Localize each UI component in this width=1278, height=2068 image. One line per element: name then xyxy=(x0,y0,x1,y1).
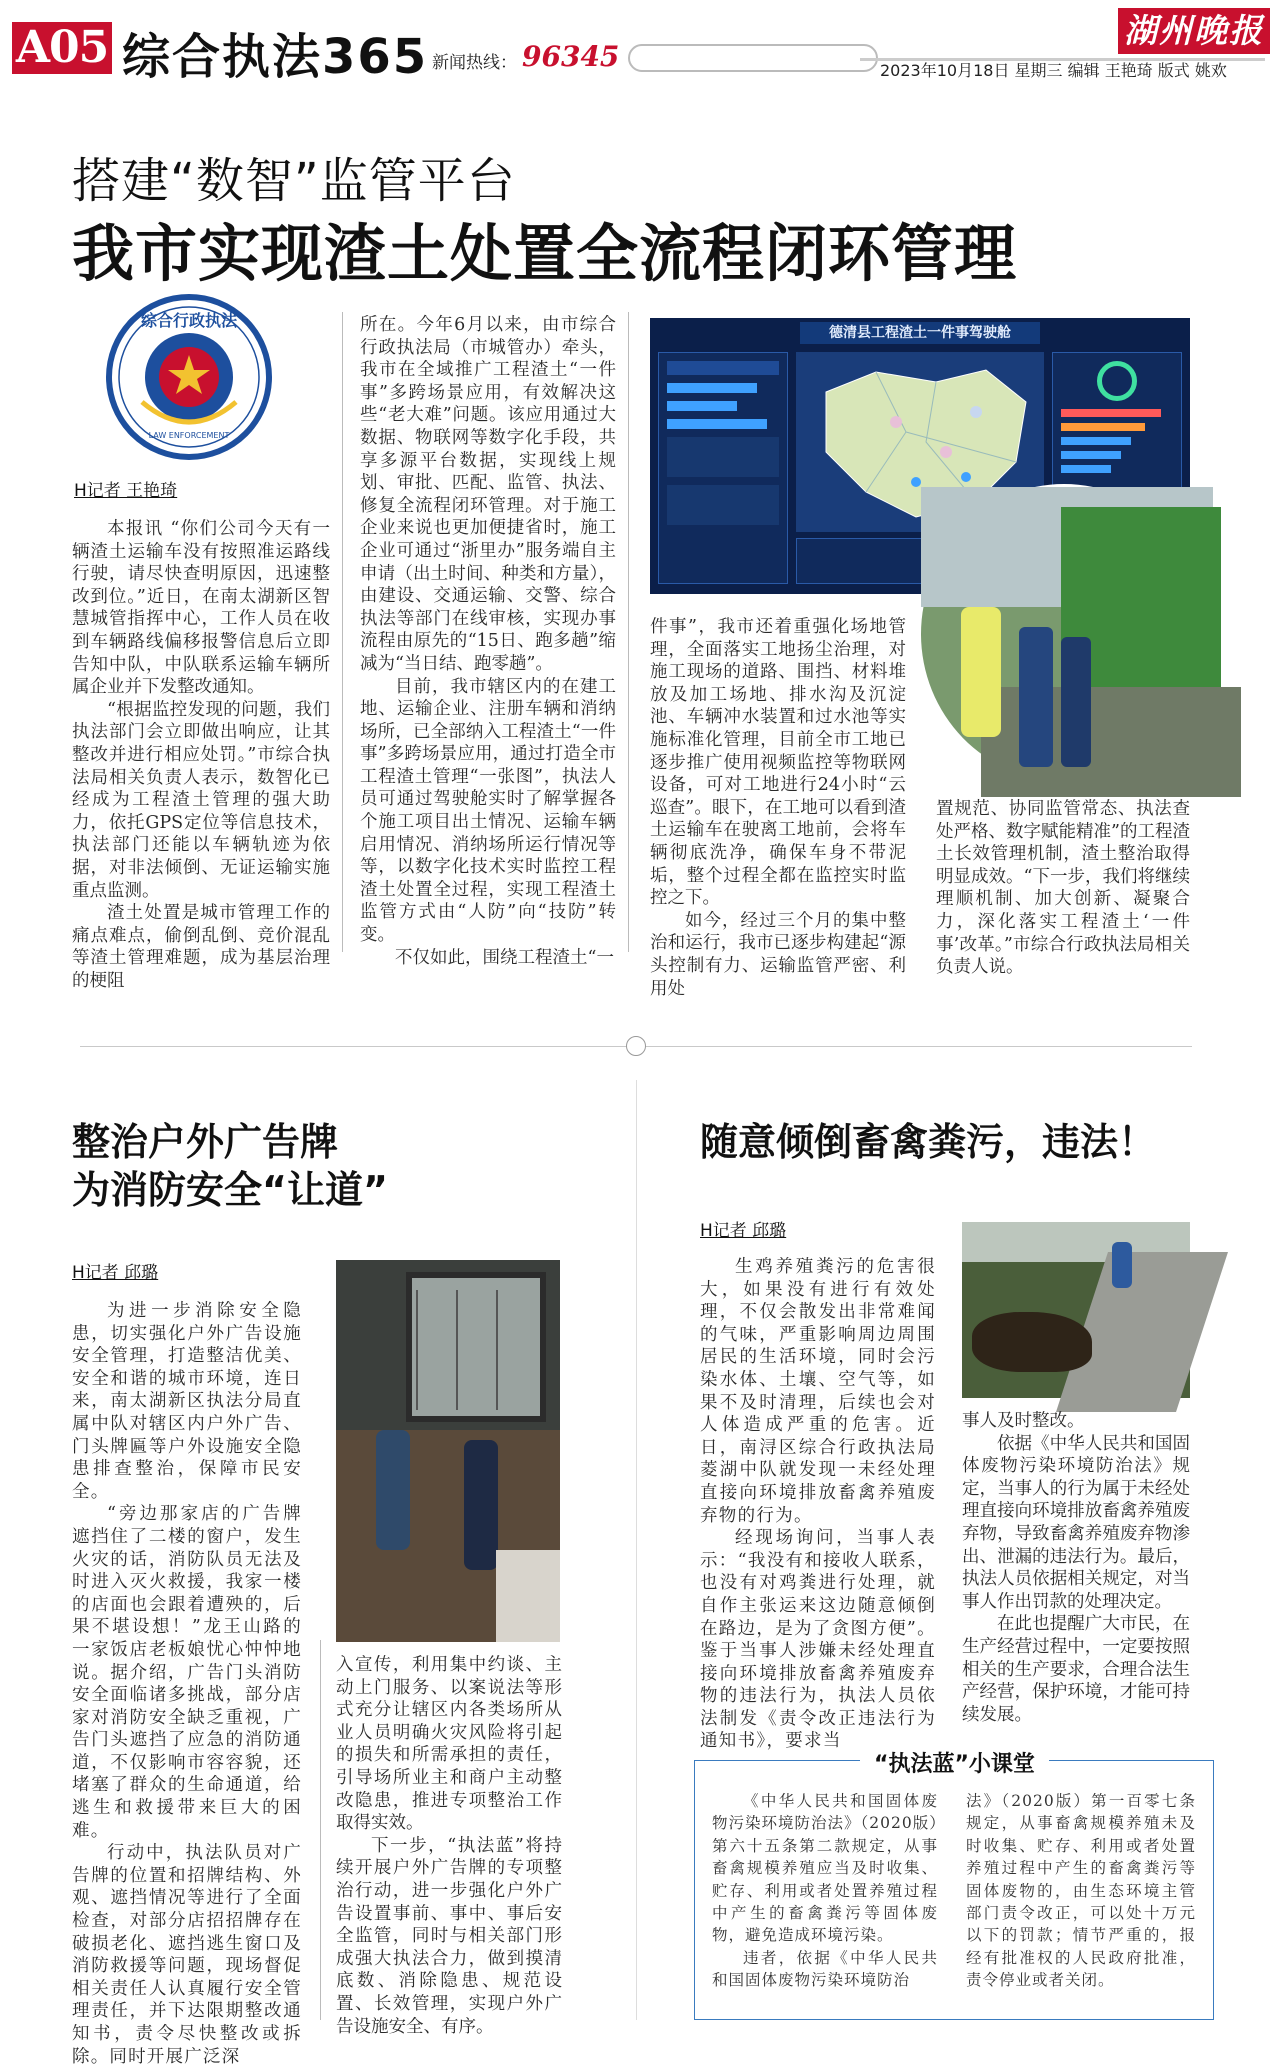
law-classroom-column-1 xyxy=(712,1790,938,1992)
law-classroom-column-2 xyxy=(966,1790,1196,1992)
article1-column-4 xyxy=(936,798,1190,979)
article3-col2-paragraph: 依据《中华人民共和国固体废物污染环境防治法》规定，当事人的行为属于未经处理直接向环境排放畜禽养殖废弃物，导致畜禽养殖废弃物渗出、泄漏的违法行为。最后，执法人员依据相关规定，对当事人作出罚款的处理决定。 xyxy=(962,1433,1190,1612)
article3-column-1 xyxy=(700,1256,936,1753)
manure-dumping-photo xyxy=(962,1222,1190,1398)
article1-col1-paragraph: 本报讯 “你们公司今天有一辆渣土运输车没有按照准运路线行驶，请尽快查明原因，迅速整改到位。”近日，在南太湖新区智慧城管指挥中心，工作人员在收到车辆路线偏移报警信息后立即告知中队，中队联系运输车辆所属企业并下发整改通知。 xyxy=(72,519,330,698)
article1-byline: H记者 王艳琦 xyxy=(74,481,178,501)
article2-col1-paragraph: “旁边那家店的广告牌遮挡住了二楼的窗户，发生火灾的话，消防队员无法及时进入灭火救援，我家一楼的店面也会跟着遭殃的，后果不堪设想！”龙王山路的一家饭店老板娘忧心忡忡地说。据介绍，广告门头消防安全面临诸多挑战，部分店家对消防安全缺乏重视，广告门头遮挡了应急的消防通道，不仅影响市容容貌，还堵塞了群众的生命通道，给逃生和救援带来巨大的困难。 xyxy=(72,1504,302,1841)
masthead-logo: 湖州晚报 xyxy=(1118,8,1270,54)
article2-headline-line: 为消防安全“让道” xyxy=(72,1168,388,1212)
article1-col2-paragraph: 不仅如此，围绕工程渣土“一 xyxy=(395,947,614,968)
dateline: 2023年10月18日 星期三 编辑 王艳琦 版式 姚欢 xyxy=(880,61,1227,80)
hotline-number: 96345 xyxy=(522,40,620,73)
article1-col4-paragraph: 置规范、协同监管常态、执法查处严格、数字赋能精准”的工程渣土长效管理机制，渣土整治取得明显成效。“下一步，我们将继续理顺机制、加大创新、凝聚合力，深化落实工程渣土‘一件事’改革。”市综合行政执法局相关负责人说。 xyxy=(936,799,1190,978)
storefront-inspection-photo xyxy=(336,1260,560,1642)
page-number: A05 xyxy=(12,22,112,74)
article1-column-1 xyxy=(72,518,330,992)
law-classroom-paragraph: 《中华人民共和国固体废物污染环境防治法》（2020版）第六十五条第二款规定，从事畜禽规模养殖应当及时收集、贮存、利用或者处置养殖过程中产生的畜禽粪污等固体废物，避免造成环境污染。 xyxy=(712,1792,938,1945)
article3-col1-paragraph: 生鸡养殖粪污的危害很大，如果没有进行有效处理，不仅会散发出非常难闻的气味，严重影响周边周围居民的生活环境，同时会污染水体、土壤、空气等，如果不及时清理，后续也会对人体造成严重的危害。近日，南浔区综合行政执法局菱湖中队就发现一未经处理直接向环境排放畜禽养殖废弃物的行为。 xyxy=(700,1257,936,1526)
section-vertical-rule xyxy=(636,1080,637,2020)
article1-col2-paragraph: 目前，我市辖区内的在建工地、运输企业、注册车辆和消纳场所，已全部纳入工程渣土“一件事”多跨场景应用，通过打造全市工程渣土管理“一张图”，执法人员可通过驾驶舱实时了解掌握各个施工项目出土情况、运输车辆启用情况、消纳场所运行情况等等，以数字化技术实时监控工程渣土处置全过程，实现工程渣土监管方式由“人防”向“技防”转变。 xyxy=(360,676,616,946)
article1-column-3 xyxy=(650,616,906,1000)
inspection-photo xyxy=(918,484,1210,784)
article2-col2-paragraph: 下一步，“执法蓝”将持续开展户外广告牌的专项整治行动，进一步强化户外广告设置事前、事中、事后安全监管，同时与相关部门形成强大执法合力，做到摸清底数、消除隐患、规范设置、长效管理，实现户外广告设施安全、有序。 xyxy=(336,1835,562,2037)
article1-column-2 xyxy=(360,314,616,969)
article2-col2-paragraph: 入宣传，利用集中约谈、主动上门服务、以案说法等形式充分让辖区内各类场所从业人员明确火灾风险将引起的损失和所需承担的责任，引导场所业主和商户主动整改隐患，推进专项整治工作取得实效。 xyxy=(336,1655,562,1834)
article1-col2-paragraph: 所在。今年6月以来，由市综合行政执法局（市城管办）牵头，我市在全域推广工程渣土“一件事”多跨场景应用，有效解决这些“老大难”问题。该应用通过大数据、物联网等数字化手段，共享多源平台数据，实现线上规划、审批、匹配、监管、执法、修复全流程闭环管理。对于施工企业来说也更加便捷省时，施工企业可通过“浙里办”服务端自主申请（出土时间、种类和方量），由建设、交通运输、交警、综合执法等部门在线审核，实现办事流程由原先的“15日、跑多趟”缩减为“当日结、跑零趟”。 xyxy=(360,315,616,674)
law-enforcement-emblem xyxy=(104,292,274,462)
column-rule xyxy=(342,312,343,952)
law-classroom-paragraph: 违者，依据《中华人民共和国固体废物污染环境防治 xyxy=(712,1948,938,1990)
section-title: 综合执法365 xyxy=(122,29,429,85)
dashboard-title: 德清县工程渣土一件事驾驶舱 xyxy=(800,322,1040,344)
article2-byline: H记者 邱璐 xyxy=(72,1263,159,1283)
article3-col2-paragraph: 事人及时整改。 xyxy=(962,1411,1085,1431)
article3-byline: H记者 邱璐 xyxy=(700,1221,787,1241)
article3-headline: 随意倾倒畜禽粪污，违法！ xyxy=(700,1120,1157,1164)
article1-col1-paragraph: “根据监控发现的问题，我们执法部门会立即做出响应，让其整改并进行相应处罚。”市综合执法局相关负责人表示，数智化已经成为工程渣土管理的强大助力，依托GPS定位等信息技术，执法部门还能以车辆轨迹为依据，对非法倾倒、无证运输实施重点监测。 xyxy=(72,699,330,901)
article3-col1-paragraph: 经现场询问，当事人表示：“我没有和接收人联系，也没有对鸡粪进行处理，就自作主张运来这边随意倾倒在路边，是为了贪图方便”。鉴于当事人涉嫌未经处理直接向环境排放畜禽养殖废弃物的违法行为，执法人员依法制发《责令改正违法行为通知书》，要求当 xyxy=(700,1528,936,1752)
article1-col3-paragraph: 件事”，我市还着重强化场地管理，全面落实工地扬尘治理，对施工现场的道路、围挡、材料堆放及加工场地、排水沟及沉淀池、车辆冲水装置和过水池等实施标准化管理，目前全市工地已逐步推广使用视频监控等物联网设备，可对工地进行24小时“云巡查”。眼下，在工地可以看到渣土运输车在驶离工地前，会将车辆彻底洗净，确保车身不带泥垢，整个过程全都在监控实时监控之下。 xyxy=(650,617,906,909)
article2-headline-line: 整治户外广告牌 xyxy=(72,1120,339,1164)
article1-kicker: 搭建“数智”监管平台 xyxy=(72,153,516,209)
article1-col1-paragraph: 渣土处置是城市管理工作的痛点难点，偷倒乱倒、竞价混乱等渣土管理难题，成为基层治理的梗阻 xyxy=(72,903,330,991)
article1-col3-paragraph: 如今，经过三个月的集中整治和运行，我市已逐步构建起“源头控制有力、运输监管严密、利用处 xyxy=(650,910,906,999)
law-classroom-paragraph: 法》（2020版）第一百零七条规定，从事畜禽规模养殖未及时收集、贮存、利用或者处置养殖过程中产生的畜禽粪污等固体废物的，由生态环境主管部门责令改正，可以处十万元以下的罚款；情节严重的，报经有批准权的人民政府批准，责令停业或者关闭。 xyxy=(966,1792,1196,1990)
column-rule xyxy=(320,1640,321,2020)
article2-headline xyxy=(72,1118,388,1214)
law-classroom-title: “执法蓝”小课堂 xyxy=(860,1747,1049,1778)
hotline-label: 新闻热线： xyxy=(432,53,517,73)
header-ornament xyxy=(628,44,878,72)
article2-column-1 xyxy=(72,1300,302,2068)
article2-column-2 xyxy=(336,1654,562,2038)
article3-col2-paragraph: 在此也提醒广大市民，在生产经营过程中，一定要按照相关的生产要求，合理合法生产经营，保护环境，才能可持续发展。 xyxy=(962,1614,1190,1725)
divider-ornament xyxy=(626,1036,646,1056)
svg-text:综合行政执法: 综合行政执法 xyxy=(140,311,238,330)
article3-column-2 xyxy=(962,1410,1190,1726)
svg-text:LAW ENFORCEMENT: LAW ENFORCEMENT xyxy=(148,431,230,440)
article2-col1-paragraph: 行动中，执法队员对广告牌的位置和招牌结构、外观、遮挡情况等进行了全面检查，对部分店招招牌存在破损老化、遮挡逃生窗口及消防救援等问题，现场督促相关责任人认真履行安全管理责任，并下达限期整改通知书，责令尽快整改或拆除。同时开展广泛深 xyxy=(72,1843,302,2067)
article1-headline: 我市实现渣土处置全流程闭环管理 xyxy=(72,217,1018,290)
column-rule xyxy=(628,312,629,952)
article2-col1-paragraph: 为进一步消除安全隐患，切实强化户外广告设施安全管理，打造整洁优美、安全和谐的城市环境，连日来，南太湖新区执法分局直属中队对辖区内户外广告、门头牌匾等户外设施安全隐患排查整治，保障市民安全。 xyxy=(72,1301,302,1502)
dashboard-left-panel xyxy=(658,352,788,584)
